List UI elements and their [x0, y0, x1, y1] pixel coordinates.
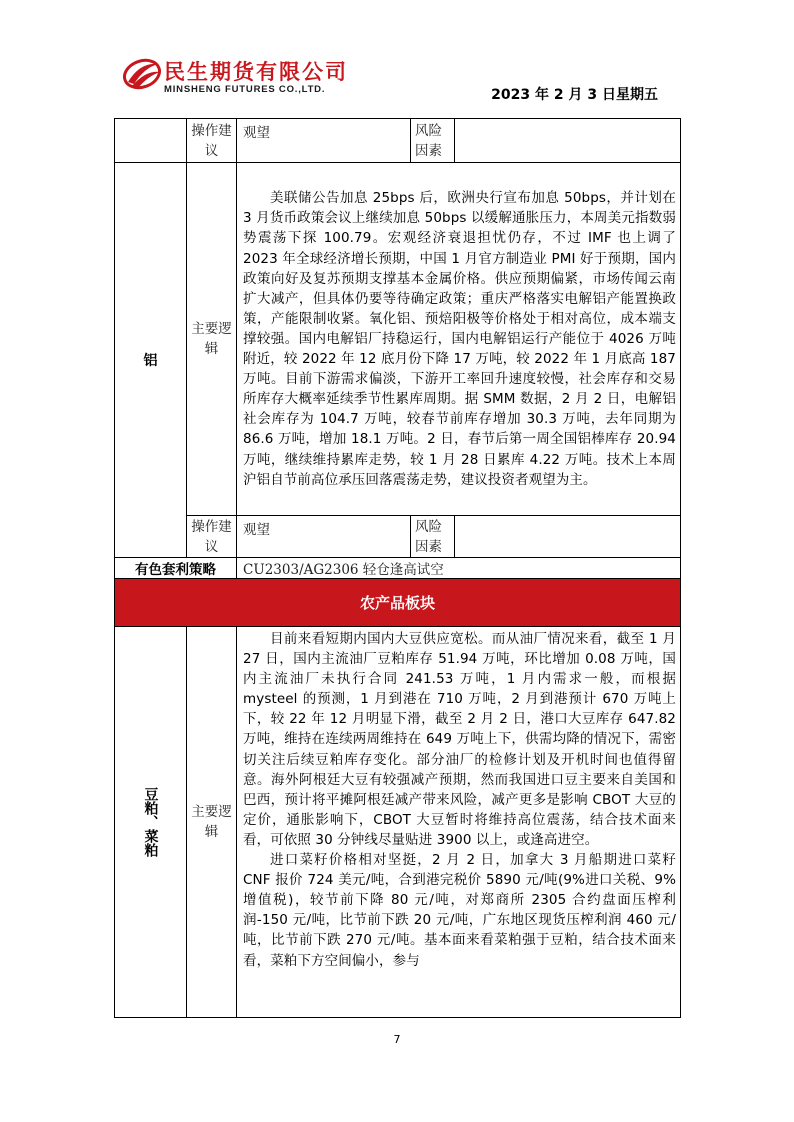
logic-label: 主要逻辑: [187, 627, 237, 1018]
logic-label: 主要逻辑: [187, 163, 237, 516]
risk-value: [455, 516, 681, 558]
risk-label: 风险因素: [411, 119, 455, 163]
arbitrage-strategy-value: CU2303/AG2306 轻仓逢高试空: [237, 558, 681, 579]
operation-label: 操作建议: [187, 119, 237, 163]
soymeal-paragraph: 目前来看短期内国内大豆供应宽松。而从油厂情况来看，截至 1 月 27 日，国内主流油厂豆粕库存 51.94 万吨，环比增加 0.08 万吨，国内主流油厂未执行合同 241.53 万吨，1 月内需求一般，而根据 mysteel 的预测，1 月到港在 710 万吨，2 月到港预计 670 万吨上下，较 22 年 12 月明显下滑，截至 2 月 2 日，港口大豆库存 647.82 万吨，维持在连续两周维持在 649 万吨上下，供需均降的情况下，需密切关注后续豆粕库存变化。部分油厂的检修计划及开机时间也值得留意。海外阿根廷大豆有较强减产预期，然而我国进口豆主要来自美国和巴西，预计将平摊阿根廷减产带来风险，减产更多是影响 CBOT 大豆的定价，通胀影响下，CBOT 大豆暂时将维持高位震荡，结合技术面来看，可依照 30 分钟线尽量贴进 3900 以上，或逢高进空。: [243, 631, 676, 848]
minsheng-logo-icon: [122, 56, 162, 92]
logo-chinese-name: 民生期货有限公司: [164, 60, 348, 84]
aluminum-logic-text: 美联储公告加息 25bps 后，欧洲央行宣布加息 50bps，并计划在 3 月货币政策会议上继续加息 50bps 以缓解通胀压力，本周美元指数弱势震荡下探 100.79。宏观经济衰退担忧仍存，不过 IMF 也上调了 2023 年全球经济增长预期，中国 1 月官方制造业 PMI 好于预期，国内政策向好及复苏预期支撑基本金属价格。供应预期偏紧，市场传闻云南扩大减产，但具体仍要等待确定政策；重庆严格落实电解铝产能置换政策，产能限制收紧。氧化铝、预焙阳极等价格处于相对高位，成本端支撑较强。国内电解铝厂持稳运行，国内电解铝运行产能位于 4026 万吨附近，较 2022 年 12 底月份下降 17 万吨，较 2022 年 1 月底高 187 万吨。目前下游需求偏淡，下游开工率回升速度较慢，社会库存和交易所库存大概率延续季节性累库周期。据 SMM 数据，2 月 2 日，电解铝社会库存为 104.7 万吨，较春节前库存增加 30.3 万吨，去年同期为 86.6 万吨，增加 18.1 万吨。2 日，春节后第一周全国铝棒库存 20.94 万吨，继续维持累库走势，较 1 月 28 日累库 4.22 万吨。技术上本周沪铝自节前高位承压回落震荡走势，建议投资者观望为主。: [237, 163, 681, 516]
logo-english-name: MINSHENG FUTURES CO.,LTD.: [164, 84, 326, 95]
table-row: [115, 163, 681, 516]
page-number: 7: [393, 1033, 401, 1046]
table-row: [115, 627, 681, 1018]
category-aluminum: 铝: [115, 163, 187, 558]
risk-label: 风险因素: [411, 516, 455, 558]
table-row: [115, 579, 681, 627]
table-row: [115, 558, 681, 579]
operation-value: 观望: [237, 516, 411, 558]
company-logo: [122, 56, 362, 102]
arbitrage-strategy-label: 有色套利策略: [115, 558, 237, 579]
section-title-agriculture: 农产品板块: [115, 579, 681, 627]
soymeal-logic-text: [237, 627, 681, 1018]
category-soymeal-rapeseed-label: 豆粕、菜粕: [142, 787, 159, 857]
table-row: [115, 516, 681, 558]
report-table: [114, 118, 681, 1018]
operation-label: 操作建议: [187, 516, 237, 558]
operation-value: 观望: [237, 119, 411, 163]
report-date: 2023 年 2 月 3 日星期五: [491, 87, 658, 103]
table-row: [115, 119, 681, 163]
page-header: [0, 0, 794, 118]
risk-value: [455, 119, 681, 163]
category-soymeal-rapeseed: [115, 627, 187, 1018]
rapeseed-paragraph: 进口菜籽价格相对坚挺，2 月 2 日，加拿大 3 月船期进口菜籽 CNF 报价 724 美元/吨，合到港完税价 5890 元/吨(9%进口关税、9%增值税)，较节前下降 80 元/吨，对郑商所 2305 合约盘面压榨利润-150 元/吨，比节前下跌 20 元/吨，广东地区现货压榨利润 460 元/吨，比节前下跌 270 元/吨。基本面来看菜粕强于豆粕，结合技术面来看，菜粕下方空间偏小，参与: [243, 852, 676, 969]
